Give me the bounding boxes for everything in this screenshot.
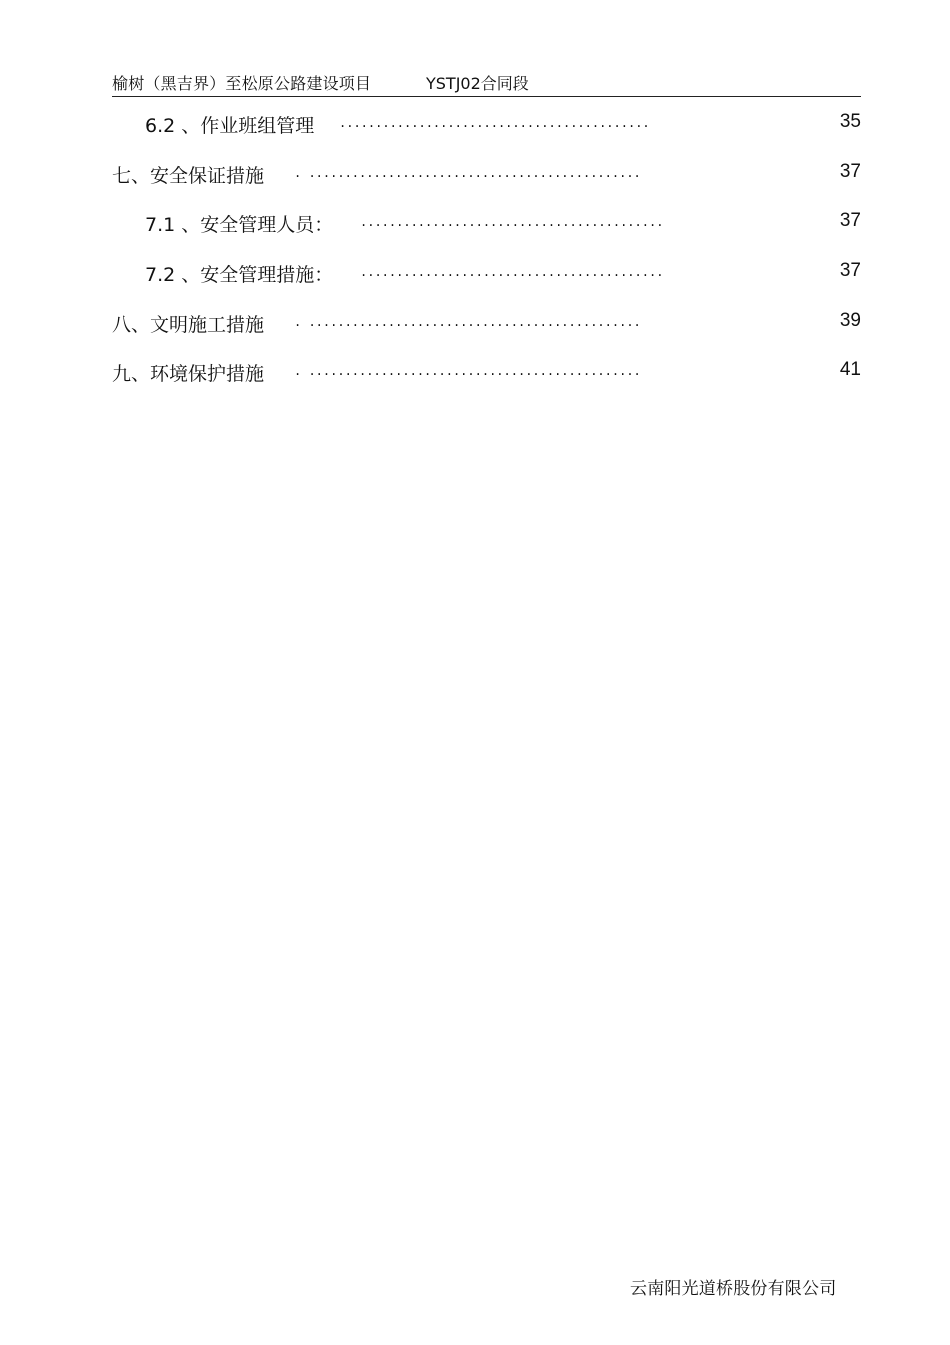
toc-entry-label: 八、文明施工措施 <box>112 314 265 336</box>
toc-entry-leader: .......................................... <box>360 265 664 279</box>
toc-entry[interactable] <box>112 107 861 143</box>
toc-entry-label: 7.2 、安全管理措施： <box>145 264 334 286</box>
toc-entry-label: 九、环境保护措施 <box>112 363 265 385</box>
toc-entry[interactable] <box>112 206 861 242</box>
toc-entry[interactable] <box>112 355 861 391</box>
header-title: 榆树（黑吉界）至松原公路建设项目 <box>112 74 372 93</box>
toc-entry-label: 6.2 、作业班组管理 <box>145 115 315 137</box>
page-header <box>112 68 861 97</box>
toc-entry-page: 37 <box>839 260 861 281</box>
toc-entry-page: 35 <box>839 111 861 132</box>
toc-entry[interactable] <box>112 157 861 193</box>
toc-entry-label: 七、安全保证措施 <box>112 165 265 187</box>
header-section: YSTJ02合同段 <box>426 74 529 93</box>
toc-entry-page: 41 <box>839 359 861 380</box>
toc-entry-page: 37 <box>839 210 861 231</box>
toc-entry-leader: . .............................................. <box>294 364 641 378</box>
toc-entry-leader: ........................................... <box>339 116 650 130</box>
toc-entry[interactable] <box>112 256 861 292</box>
toc-entry-label: 7.1 、安全管理人员： <box>145 214 334 236</box>
footer-company-name: 云南阳光道桥股份有限公司 <box>630 1279 837 1299</box>
toc-entry-page: 39 <box>839 310 861 331</box>
toc-entry[interactable] <box>112 306 861 342</box>
toc-entry-leader: .......................................... <box>360 215 664 229</box>
toc-entry-leader: . .............................................. <box>294 315 641 329</box>
toc-entry-leader: . .............................................. <box>294 166 641 180</box>
toc-entry-page: 37 <box>839 161 861 182</box>
